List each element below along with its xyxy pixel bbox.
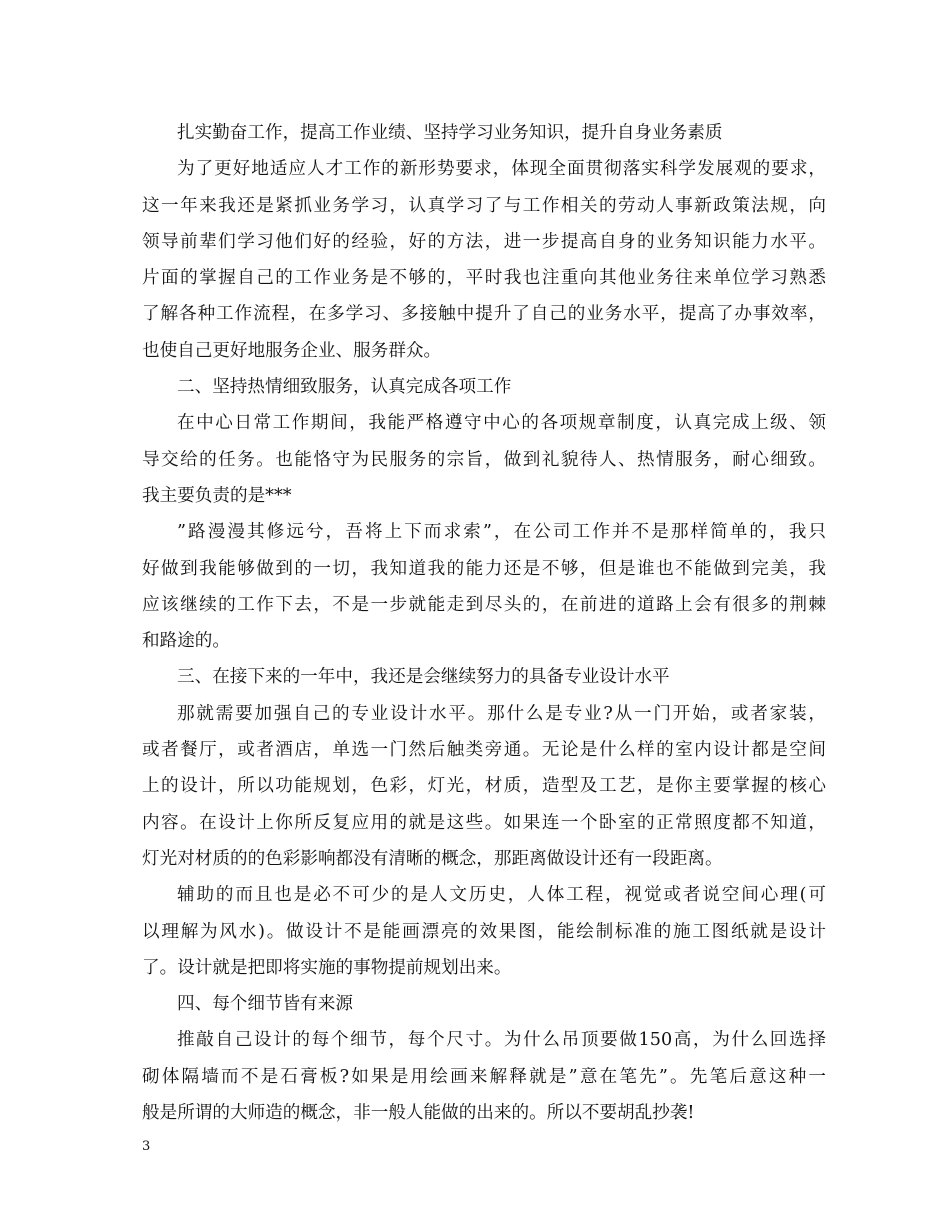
section-heading: 扎实勤奋工作，提高工作业绩、坚持学习业务知识，提升自身业务素质 [177,123,723,143]
paragraph-line: 推敲自己设计的每个细节，每个尺寸。为什么吊顶要做150高，为什么回选择 [177,1030,826,1051]
paragraph-line: 为了更好地适应人才工作的新形势要求，体现全面贯彻落实科学发展观的要求， [177,159,826,180]
paragraph-line: 在中心日常工作期间，我能严格遵守中心的各项规章制度，认真完成上级、领 [177,413,826,434]
paragraph-line: 以理解为风水)。做设计不是能画漂亮的效果图，能绘制标准的施工图纸就是设计 [142,921,826,942]
paragraph-line: 好做到我能够做到的一切，我知道我的能力还是不够，但是谁也不能做到完美，我 [142,558,826,579]
paragraph-line: 那就需要加强自己的专业设计水平。那什么是专业?从一门开始，或者家装， [177,703,826,724]
paragraph-line: 这一年来我还是紧抓业务学习，认真学习了与工作相关的劳动人事新政策法规，向 [142,195,826,216]
paragraph-line: 上的设计，所以功能规划，色彩，灯光，材质，造型及工艺，是你主要掌握的核心 [142,776,826,797]
paragraph-line: 了解各种工作流程，在多学习、多接触中提升了自己的业务水平，提高了办事效率， [142,304,826,325]
paragraph-line: 灯光对材质的的色彩影响都没有清晰的概念，那距离做设计还有一段距离。 [142,848,723,869]
section-heading: 二、坚持热情细致服务，认真完成各项工作 [177,377,512,398]
document-body [142,115,826,1131]
page-number: 3 [142,1139,151,1154]
paragraph-line: 辅助的而且也是必不可少的是人文历史，人体工程，视觉或者说空间心理(可 [177,885,826,906]
paragraph-line: ”路漫漫其修远兮，吾将上下而求索”，在公司工作并不是那样简单的，我只 [177,522,826,543]
section-heading: 三、在接下来的一年中，我还是会继续努力的具备专业设计水平 [177,667,670,688]
section-heading: 四、每个细节皆有来源 [177,994,353,1015]
paragraph-line: 领导前辈们学习他们好的经验，好的方法，进一步提高自身的业务知识能力水平。 [142,231,826,252]
paragraph-line: 和路途的。 [142,631,230,652]
paragraph-line: 导交给的任务。也能恪守为民服务的宗旨，做到礼貌待人、热情服务，耐心细致。 [142,449,826,470]
paragraph-line: 或者餐厅，或者酒店，单选一门然后触类旁通。无论是什么样的室内设计都是空间 [142,740,826,761]
paragraph-line: 般是所谓的大师造的概念，非一般人能做的出来的。所以不要胡乱抄袭! [142,1103,695,1124]
paragraph-line: 我主要负责的是*** [142,485,292,506]
paragraph-line: 了。设计就是把即将实施的事物提前规划出来。 [142,957,512,978]
paragraph-line: 砌体隔墙而不是石膏板?如果是用绘画来解释就是”意在笔先”。先笔后意这种一 [142,1066,826,1087]
paragraph-line: 应该继续的工作下去，不是一步就能走到尽头的，在前进的道路上会有很多的荆棘 [142,594,826,615]
paragraph-line: 也使自己更好地服务企业、服务群众。 [142,340,442,361]
paragraph-line: 片面的掌握自己的工作业务是不够的，平时我也注重向其他业务往来单位学习熟悉 [142,268,826,289]
paragraph-line: 内容。在设计上你所反复应用的就是这些。如果连一个卧室的正常照度都不知道， [142,812,826,833]
